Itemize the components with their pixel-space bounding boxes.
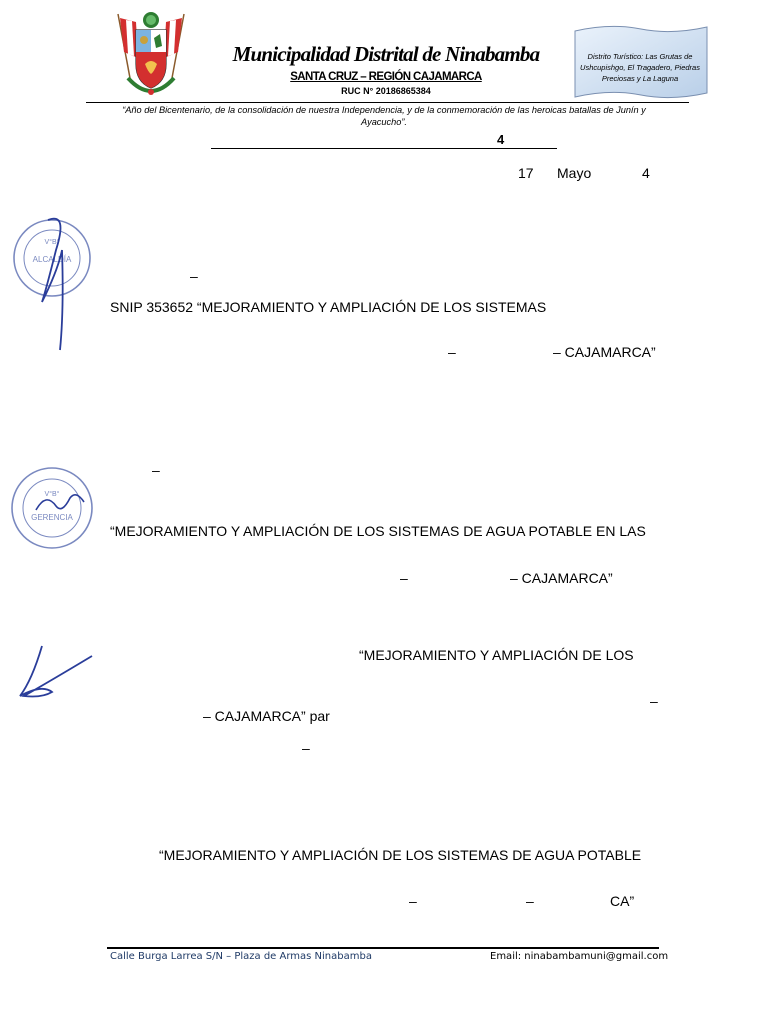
cajamarca-end: – CAJAMARCA”	[510, 570, 613, 586]
coat-of-arms-icon	[108, 8, 194, 100]
footer-email[interactable]: Email: ninabambamuni@gmail.com	[490, 951, 669, 962]
cajamarca-end: – CAJAMARCA”	[553, 344, 656, 360]
dash-mark: –	[302, 740, 310, 756]
dash-mark: –	[400, 570, 408, 586]
svg-text:GERENCIA: GERENCIA	[31, 513, 73, 522]
dash-mark: –	[448, 344, 456, 360]
dash-mark: –	[526, 893, 534, 909]
cajamarca-par-line: – CAJAMARCA” par	[203, 708, 330, 724]
project-title-line: “MEJORAMIENTO Y AMPLIACIÓN DE LOS SISTEMAS DE AGUA POTABLE EN LAS	[110, 523, 646, 539]
municipality-subtitle: SANTA CRUZ – REGIÓN CAJAMARCA	[290, 71, 482, 83]
date-month: Mayo	[557, 165, 592, 181]
dash-mark: –	[650, 693, 658, 709]
header-divider	[86, 102, 689, 103]
dash-mark: –	[152, 462, 160, 478]
municipality-title: Municipalidad Distrital de Ninabamba	[232, 42, 540, 66]
tourism-banner-text: Distrito Turístico: Las Grutas de Ushcupishgo, El Tragadero, Piedras Preciosas y La Laguna	[580, 52, 700, 83]
alcaldia-stamp	[6, 210, 98, 360]
municipality-ruc: RUC N° 20186865384	[341, 86, 431, 96]
date-year: 4	[642, 165, 650, 181]
footer-address: Calle Burga Larrea S/N – Plaza de Armas Ninabamba	[110, 951, 372, 962]
footer-divider	[107, 947, 659, 949]
year-motto: “Año del Bicentenario, de la consolidación de nuestra Independencia, y de la conmemoración de las heroicas batallas de Junín y Ayacucho”.	[122, 105, 646, 127]
svg-text:ALCALDÍA: ALCALDÍA	[32, 255, 72, 264]
ca-end: CA”	[610, 893, 635, 909]
project-title-line: “MEJORAMIENTO Y AMPLIACIÓN DE LOS	[359, 647, 634, 663]
svg-text:V°B°: V°B°	[44, 491, 60, 498]
document-number: 4	[497, 132, 505, 147]
document-number-underline	[211, 148, 557, 149]
project-title-line: “MEJORAMIENTO Y AMPLIACIÓN DE LOS SISTEMAS DE AGUA POTABLE	[159, 847, 642, 863]
svg-text:V°B°: V°B°	[44, 239, 60, 246]
gerencia-stamp	[6, 462, 98, 557]
dash-mark: –	[190, 268, 198, 284]
dash-mark: –	[409, 893, 417, 909]
date-day: 17	[518, 165, 534, 181]
snip-line: SNIP 353652 “MEJORAMIENTO Y AMPLIACIÓN DE LOS SISTEMAS	[110, 299, 547, 315]
signature-mark	[12, 640, 96, 704]
